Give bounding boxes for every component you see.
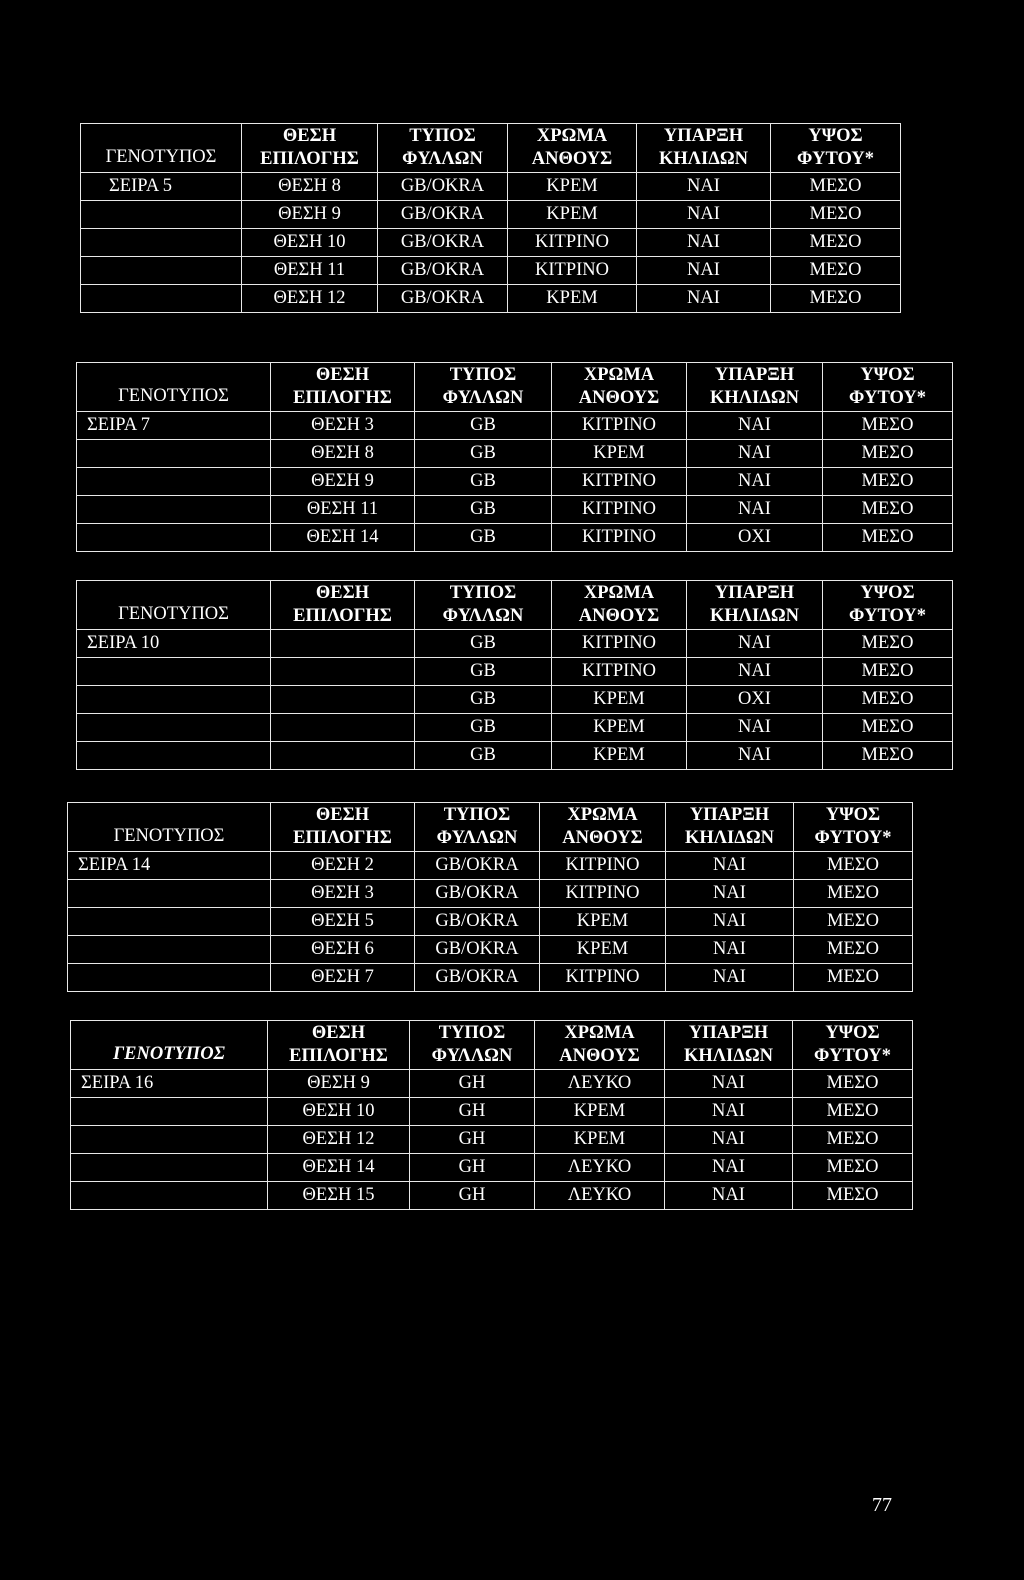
selection-position-cell: ΘΕΣΗ 10 — [268, 1098, 410, 1126]
table-header-row — [71, 1021, 913, 1070]
header-selection-position: ΘΕΣΗ ΕΠΙΛΟΓΗΣ — [271, 803, 415, 852]
table-row — [77, 524, 953, 552]
leaf-type-cell: GH — [410, 1098, 535, 1126]
header-plant-height: ΥΨΟΣ ΦΥΤΟΥ* — [794, 803, 913, 852]
spots-cell: ΝΑΙ — [665, 1098, 793, 1126]
table-header-row — [77, 363, 953, 412]
genotype-cell — [68, 936, 271, 964]
leaf-type-cell: GB/OKRA — [415, 908, 540, 936]
header-selection-position: ΘΕΣΗ ΕΠΙΛΟΓΗΣ — [271, 581, 415, 630]
spots-cell: ΝΑΙ — [687, 630, 823, 658]
selection-position-cell: ΘΕΣΗ 3 — [271, 412, 415, 440]
table-header-row — [77, 581, 953, 630]
genotype-table-seira-10 — [76, 580, 953, 770]
page-number: 77 — [872, 1494, 892, 1516]
spots-cell: ΝΑΙ — [666, 936, 794, 964]
spots-cell: ΝΑΙ — [665, 1126, 793, 1154]
genotype-cell — [71, 1182, 268, 1210]
header-spots: ΥΠΑΡΞΗ ΚΗΛΙΔΩΝ — [666, 803, 794, 852]
plant-height-cell: ΜΕΣΟ — [823, 524, 953, 552]
header-spots: ΥΠΑΡΞΗ ΚΗΛΙΔΩΝ — [687, 581, 823, 630]
header-flower-color: ΧΡΩΜΑ ΑΝΘΟΥΣ — [535, 1021, 665, 1070]
plant-height-cell: ΜΕΣΟ — [823, 686, 953, 714]
genotype-table-seira-14 — [67, 802, 913, 992]
plant-height-cell: ΜΕΣΟ — [823, 468, 953, 496]
leaf-type-cell: GB — [415, 496, 552, 524]
spots-cell: ΝΑΙ — [637, 229, 771, 257]
spots-cell: ΝΑΙ — [637, 257, 771, 285]
table-row — [71, 1070, 913, 1098]
leaf-type-cell: GB — [415, 658, 552, 686]
flower-color-cell: ΚΡΕΜ — [535, 1098, 665, 1126]
header-spots: ΥΠΑΡΞΗ ΚΗΛΙΔΩΝ — [665, 1021, 793, 1070]
flower-color-cell: ΚΙΤΡΙΝΟ — [552, 524, 687, 552]
table-row — [77, 630, 953, 658]
header-leaf-type: ΤΥΠΟΣ ΦΥΛΛΩΝ — [415, 363, 552, 412]
leaf-type-cell: GB — [415, 630, 552, 658]
spots-cell: ΝΑΙ — [665, 1154, 793, 1182]
flower-color-cell: ΚΙΤΡΙΝΟ — [540, 964, 666, 992]
table-row — [77, 412, 953, 440]
spots-cell: ΝΑΙ — [666, 908, 794, 936]
selection-position-cell — [271, 686, 415, 714]
flower-color-cell: ΚΡΕΜ — [552, 742, 687, 770]
table-row — [81, 257, 901, 285]
genotype-cell — [68, 908, 271, 936]
table-row — [81, 285, 901, 313]
selection-position-cell: ΘΕΣΗ 12 — [242, 285, 378, 313]
header-genotype: ΓΕΝΟΤΥΠΟΣ — [68, 803, 271, 852]
flower-color-cell: ΚΡΕΜ — [508, 173, 637, 201]
genotype-cell: ΣΕΙΡΑ 7 — [77, 412, 271, 440]
genotype-cell — [68, 880, 271, 908]
plant-height-cell: ΜΕΣΟ — [823, 412, 953, 440]
header-leaf-type: ΤΥΠΟΣ ΦΥΛΛΩΝ — [415, 581, 552, 630]
selection-position-cell: ΘΕΣΗ 11 — [242, 257, 378, 285]
leaf-type-cell: GH — [410, 1070, 535, 1098]
header-leaf-type: ΤΥΠΟΣ ΦΥΛΛΩΝ — [410, 1021, 535, 1070]
plant-height-cell: ΜΕΣΟ — [794, 936, 913, 964]
selection-position-cell: ΘΕΣΗ 5 — [271, 908, 415, 936]
leaf-type-cell: GH — [410, 1154, 535, 1182]
flower-color-cell: ΚΙΤΡΙΝΟ — [508, 229, 637, 257]
plant-height-cell: ΜΕΣΟ — [793, 1098, 913, 1126]
flower-color-cell: ΚΡΕΜ — [552, 714, 687, 742]
leaf-type-cell: GB — [415, 714, 552, 742]
leaf-type-cell: GB — [415, 524, 552, 552]
header-flower-color: ΧΡΩΜΑ ΑΝΘΟΥΣ — [552, 363, 687, 412]
genotype-cell — [81, 229, 242, 257]
flower-color-cell: ΚΙΤΡΙΝΟ — [552, 658, 687, 686]
spots-cell: ΝΑΙ — [665, 1182, 793, 1210]
plant-height-cell: ΜΕΣΟ — [823, 496, 953, 524]
header-genotype: ΓΕΝΟΤΥΠΟΣ — [77, 581, 271, 630]
table-row — [68, 852, 913, 880]
selection-position-cell: ΘΕΣΗ 9 — [271, 468, 415, 496]
flower-color-cell: ΚΡΕΜ — [540, 936, 666, 964]
genotype-cell — [77, 496, 271, 524]
flower-color-cell: ΚΡΕΜ — [552, 686, 687, 714]
leaf-type-cell: GB — [415, 440, 552, 468]
spots-cell: ΝΑΙ — [665, 1070, 793, 1098]
genotype-cell — [68, 964, 271, 992]
header-genotype: ΓΕΝΟΤΥΠΟΣ — [77, 363, 271, 412]
table-row — [77, 440, 953, 468]
leaf-type-cell: GB — [415, 686, 552, 714]
plant-height-cell: ΜΕΣΟ — [794, 908, 913, 936]
table-header-row — [68, 803, 913, 852]
spots-cell: ΝΑΙ — [637, 285, 771, 313]
table-row — [68, 964, 913, 992]
genotype-cell — [81, 285, 242, 313]
table-row — [68, 908, 913, 936]
genotype-cell — [77, 742, 271, 770]
header-flower-color: ΧΡΩΜΑ ΑΝΘΟΥΣ — [540, 803, 666, 852]
selection-position-cell: ΘΕΣΗ 15 — [268, 1182, 410, 1210]
leaf-type-cell: GB/OKRA — [415, 936, 540, 964]
spots-cell: ΝΑΙ — [687, 412, 823, 440]
plant-height-cell: ΜΕΣΟ — [823, 658, 953, 686]
genotype-cell: ΣΕΙΡΑ 5 — [81, 173, 242, 201]
selection-position-cell — [271, 658, 415, 686]
plant-height-cell: ΜΕΣΟ — [823, 742, 953, 770]
header-plant-height: ΥΨΟΣ ΦΥΤΟΥ* — [771, 124, 901, 173]
selection-position-cell: ΘΕΣΗ 2 — [271, 852, 415, 880]
genotype-cell — [81, 257, 242, 285]
genotype-cell — [71, 1154, 268, 1182]
flower-color-cell: ΚΡΕΜ — [552, 440, 687, 468]
spots-cell: ΝΑΙ — [666, 852, 794, 880]
plant-height-cell: ΜΕΣΟ — [793, 1154, 913, 1182]
leaf-type-cell: GB — [415, 468, 552, 496]
flower-color-cell: ΚΙΤΡΙΝΟ — [508, 257, 637, 285]
genotype-cell — [77, 468, 271, 496]
genotype-cell — [77, 686, 271, 714]
selection-position-cell: ΘΕΣΗ 12 — [268, 1126, 410, 1154]
header-genotype: ΓΕΝΟΤΥΠΟΣ — [81, 124, 242, 173]
plant-height-cell: ΜΕΣΟ — [793, 1070, 913, 1098]
selection-position-cell: ΘΕΣΗ 8 — [242, 173, 378, 201]
selection-position-cell: ΘΕΣΗ 8 — [271, 440, 415, 468]
plant-height-cell: ΜΕΣΟ — [771, 257, 901, 285]
header-selection-position: ΘΕΣΗ ΕΠΙΛΟΓΗΣ — [242, 124, 378, 173]
table-row — [77, 496, 953, 524]
table-row — [81, 229, 901, 257]
spots-cell: ΝΑΙ — [637, 173, 771, 201]
genotype-cell: ΣΕΙΡΑ 14 — [68, 852, 271, 880]
plant-height-cell: ΜΕΣΟ — [823, 440, 953, 468]
plant-height-cell: ΜΕΣΟ — [771, 201, 901, 229]
leaf-type-cell: GB/OKRA — [378, 173, 508, 201]
selection-position-cell: ΘΕΣΗ 10 — [242, 229, 378, 257]
header-flower-color: ΧΡΩΜΑ ΑΝΘΟΥΣ — [508, 124, 637, 173]
genotype-table-seira-16 — [70, 1020, 913, 1210]
table-row — [77, 468, 953, 496]
genotype-cell — [81, 201, 242, 229]
plant-height-cell: ΜΕΣΟ — [823, 714, 953, 742]
spots-cell: ΟΧΙ — [687, 524, 823, 552]
selection-position-cell — [271, 630, 415, 658]
spots-cell: ΝΑΙ — [687, 440, 823, 468]
spots-cell: ΝΑΙ — [687, 496, 823, 524]
header-spots: ΥΠΑΡΞΗ ΚΗΛΙΔΩΝ — [687, 363, 823, 412]
header-selection-position: ΘΕΣΗ ΕΠΙΛΟΓΗΣ — [268, 1021, 410, 1070]
flower-color-cell: ΚΡΕΜ — [508, 201, 637, 229]
spots-cell: ΟΧΙ — [687, 686, 823, 714]
selection-position-cell: ΘΕΣΗ 11 — [271, 496, 415, 524]
table-row — [81, 201, 901, 229]
spots-cell: ΝΑΙ — [687, 468, 823, 496]
table-header-row — [81, 124, 901, 173]
plant-height-cell: ΜΕΣΟ — [794, 880, 913, 908]
selection-position-cell: ΘΕΣΗ 9 — [242, 201, 378, 229]
leaf-type-cell: GB — [415, 412, 552, 440]
table-row — [68, 936, 913, 964]
leaf-type-cell: GH — [410, 1182, 535, 1210]
spots-cell: ΝΑΙ — [687, 714, 823, 742]
header-flower-color: ΧΡΩΜΑ ΑΝΘΟΥΣ — [552, 581, 687, 630]
spots-cell: ΝΑΙ — [687, 658, 823, 686]
plant-height-cell: ΜΕΣΟ — [823, 630, 953, 658]
genotype-cell — [77, 440, 271, 468]
selection-position-cell: ΘΕΣΗ 6 — [271, 936, 415, 964]
plant-height-cell: ΜΕΣΟ — [793, 1126, 913, 1154]
header-plant-height: ΥΨΟΣ ΦΥΤΟΥ* — [823, 363, 953, 412]
plant-height-cell: ΜΕΣΟ — [771, 285, 901, 313]
leaf-type-cell: GB/OKRA — [378, 285, 508, 313]
genotype-cell: ΣΕΙΡΑ 10 — [77, 630, 271, 658]
flower-color-cell: ΛΕΥΚΟ — [535, 1182, 665, 1210]
header-plant-height: ΥΨΟΣ ΦΥΤΟΥ* — [793, 1021, 913, 1070]
spots-cell: ΝΑΙ — [637, 201, 771, 229]
flower-color-cell: ΚΙΤΡΙΝΟ — [540, 880, 666, 908]
header-genotype: ΓΕΝΟΤΥΠΟΣ — [71, 1021, 268, 1070]
selection-position-cell: ΘΕΣΗ 9 — [268, 1070, 410, 1098]
selection-position-cell: ΘΕΣΗ 14 — [268, 1154, 410, 1182]
flower-color-cell: ΚΙΤΡΙΝΟ — [552, 468, 687, 496]
table-row — [77, 658, 953, 686]
table-row — [71, 1182, 913, 1210]
selection-position-cell: ΘΕΣΗ 3 — [271, 880, 415, 908]
table-row — [71, 1154, 913, 1182]
leaf-type-cell: GB/OKRA — [415, 880, 540, 908]
genotype-cell: ΣΕΙΡΑ 16 — [71, 1070, 268, 1098]
flower-color-cell: ΚΙΤΡΙΝΟ — [552, 412, 687, 440]
plant-height-cell: ΜΕΣΟ — [793, 1182, 913, 1210]
leaf-type-cell: GB/OKRA — [415, 964, 540, 992]
header-selection-position: ΘΕΣΗ ΕΠΙΛΟΓΗΣ — [271, 363, 415, 412]
flower-color-cell: ΚΙΤΡΙΝΟ — [552, 496, 687, 524]
selection-position-cell: ΘΕΣΗ 7 — [271, 964, 415, 992]
header-spots: ΥΠΑΡΞΗ ΚΗΛΙΔΩΝ — [637, 124, 771, 173]
plant-height-cell: ΜΕΣΟ — [794, 964, 913, 992]
header-leaf-type: ΤΥΠΟΣ ΦΥΛΛΩΝ — [415, 803, 540, 852]
plant-height-cell: ΜΕΣΟ — [794, 852, 913, 880]
plant-height-cell: ΜΕΣΟ — [771, 173, 901, 201]
genotype-table-seira-5 — [80, 123, 901, 313]
flower-color-cell: ΛΕΥΚΟ — [535, 1154, 665, 1182]
table-row — [77, 742, 953, 770]
genotype-cell — [71, 1098, 268, 1126]
genotype-cell — [71, 1126, 268, 1154]
leaf-type-cell: GB/OKRA — [415, 852, 540, 880]
plant-height-cell: ΜΕΣΟ — [771, 229, 901, 257]
genotype-cell — [77, 524, 271, 552]
genotype-cell — [77, 714, 271, 742]
header-plant-height: ΥΨΟΣ ΦΥΤΟΥ* — [823, 581, 953, 630]
flower-color-cell: ΚΡΕΜ — [535, 1126, 665, 1154]
table-row — [77, 686, 953, 714]
spots-cell: ΝΑΙ — [666, 964, 794, 992]
spots-cell: ΝΑΙ — [687, 742, 823, 770]
flower-color-cell: ΚΙΤΡΙΝΟ — [540, 852, 666, 880]
genotype-cell — [77, 658, 271, 686]
leaf-type-cell: GB/OKRA — [378, 201, 508, 229]
leaf-type-cell: GB/OKRA — [378, 229, 508, 257]
leaf-type-cell: GB/OKRA — [378, 257, 508, 285]
table-row — [71, 1098, 913, 1126]
leaf-type-cell: GH — [410, 1126, 535, 1154]
header-leaf-type: ΤΥΠΟΣ ΦΥΛΛΩΝ — [378, 124, 508, 173]
genotype-table-seira-7 — [76, 362, 953, 552]
selection-position-cell: ΘΕΣΗ 14 — [271, 524, 415, 552]
table-row — [77, 714, 953, 742]
selection-position-cell — [271, 714, 415, 742]
selection-position-cell — [271, 742, 415, 770]
leaf-type-cell: GB — [415, 742, 552, 770]
table-row — [81, 173, 901, 201]
flower-color-cell: ΛΕΥΚΟ — [535, 1070, 665, 1098]
spots-cell: ΝΑΙ — [666, 880, 794, 908]
table-row — [68, 880, 913, 908]
flower-color-cell: ΚΙΤΡΙΝΟ — [552, 630, 687, 658]
flower-color-cell: ΚΡΕΜ — [508, 285, 637, 313]
table-row — [71, 1126, 913, 1154]
flower-color-cell: ΚΡΕΜ — [540, 908, 666, 936]
